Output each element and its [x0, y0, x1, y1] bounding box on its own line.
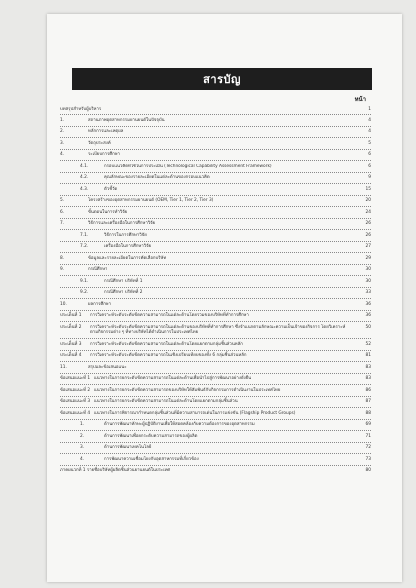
toc-row: ภาคผนวกที่ 1 รายชื่อบริษัทผู้ผลิตชิ้นส่วนยานยนต์ในประเทศ 80 — [60, 468, 371, 474]
toc-row: 4. ระเบียบการศึกษา 6 — [60, 150, 371, 161]
toc-row: 2. หลักการและเหตุผล 4 — [60, 127, 371, 138]
toc-row: 2. ด้านการพัฒนาเพื่อยกระดับความสามารถของผู้ผลิต 71 — [60, 431, 371, 442]
toc-row: 9.2. กรณีศึกษา บริษัทที่ 2 33 — [60, 288, 371, 299]
toc-row: 1. ด้านการพัฒนาทักษะผู้ปฏิบัติงานเพื่อให้สอดคล้องกับความต้องการของอุตสาหกรรม 69 — [60, 420, 371, 431]
toc-row: 4.1. กรอบแนวคิดที่ใช้ในการประเมิน (Technological Capability Assessment Framework) 6 — [60, 161, 371, 172]
toc-row: ประเด็นที่ 3 การวิเคราะห์ระดับระดับขีดความสามารถในแต่ละด้านโดยแยกตามกลุ่มชิ้นส่วนหลัก 52 — [60, 339, 371, 350]
toc-row: บทสรุปสำหรับผู้บริหาร 1 — [60, 104, 371, 115]
toc-row: 7.1. วิธีการในการศึกษาวิจัย 26 — [60, 230, 371, 241]
toc-row: 1. สถานภาพอุตสาหกรรมยานยนต์ในปัจจุบัน 4 — [60, 115, 371, 126]
toc-row: 9.1. กรณีศึกษา บริษัทที่ 1 30 — [60, 276, 371, 287]
toc-row: ข้อเสนอแนะที่ 3 แนวทางในการยกระดับขีดความสามารถในแต่ละด้านโดยแยกตามกลุ่มชิ้นส่วน 87 — [60, 397, 371, 408]
toc-row: 4.2. คุณลักษณะของรายละเอียดในแต่ละด้านของกรอบแนวคิด 9 — [60, 173, 371, 184]
toc-row: 8. ข้อมูลและรายละเอียดในการคัดเลือกบริษัท 29 — [60, 253, 371, 264]
toc-row: 3. ด้านการพัฒนาเทคโนโลยี 72 — [60, 443, 371, 454]
table-of-contents — [60, 104, 371, 476]
toc-row: 5. โครงสร้างของอุตสาหกรรมยานยนต์ (OEM, Tier 1, Tier 2, Tier 3) 20 — [60, 196, 371, 207]
toc-row: ประเด็นที่ 2 การวิเคราะห์ระดับระดับขีดความสามารถในแต่ละด้านของบริษัทที่ทำการศึกษา ซึ่งจำแนกตามลักษณะความเป็นเจ้าของกิจการ โดยวิเคราะห์ตามกิจกรรมต่าง ๆ ที่ทางบริษัทได้ดำเนินการในประเทศไทย 50 — [60, 322, 371, 339]
toc-title-bar — [72, 68, 372, 90]
toc-row: 7. วิธีการและเครื่องมือในการศึกษาวิจัย 26 — [60, 219, 371, 230]
toc-row: 11. สรุปและข้อเสนอแนะ 83 — [60, 362, 371, 373]
toc-row: 3. วัตถุประสงค์ 5 — [60, 138, 371, 149]
page-column-header: หน้า — [354, 96, 366, 103]
toc-row: 6. ขั้นตอนในการทำวิจัย 24 — [60, 207, 371, 218]
toc-row: ข้อเสนอแนะที่ 4 แนวทางในการพิจารณากำหนดกลุ่มชิ้นส่วนที่มีความสามารถเด่นในการแข่งขัน (Flagship Product Groups) 88 — [60, 408, 371, 419]
toc-row: 10. ผลการศึกษา 36 — [60, 299, 371, 310]
toc-row: ประเด็นที่ 4 การวิเคราะห์ระดับระดับขีดความสามารถในเชิงเปรียบเทียบของทั้ง 6 กลุ่มชิ้นส่วนหลัก 81 — [60, 351, 371, 362]
toc-row: 7.2. เครื่องมือในการศึกษาวิจัย 27 — [60, 242, 371, 253]
toc-row: ข้อเสนอแนะที่ 2 แนวทางในการยกระดับขีดความสามารถของบริษัทให้สัมพันธ์กับกิจกรรมการดำเนินงานในประเทศไทย 86 — [60, 385, 371, 396]
toc-row: ข้อเสนอแนะที่ 1 แนวทางในการยกระดับขีดความสามารถในแต่ละด้านเพื่อนำไปสู่การพัฒนาอย่างยั่งยืน 83 — [60, 374, 371, 385]
toc-row: ประเด็นที่ 1 การวิเคราะห์ระดับระดับขีดความสามารถในแต่ละด้านโดยรวมของบริษัทที่ทำการศึกษา 36 — [60, 311, 371, 322]
toc-row: 4. การพัฒนาความเชื่อมโยงกับอุตสาหกรรมที่เกี่ยวข้อง 73 — [60, 454, 371, 465]
toc-title: สารบัญ — [203, 73, 241, 86]
toc-row: 9. กรณีศึกษา 30 — [60, 265, 371, 276]
toc-row: 4.3. ตัวชี้วัด 15 — [60, 184, 371, 195]
